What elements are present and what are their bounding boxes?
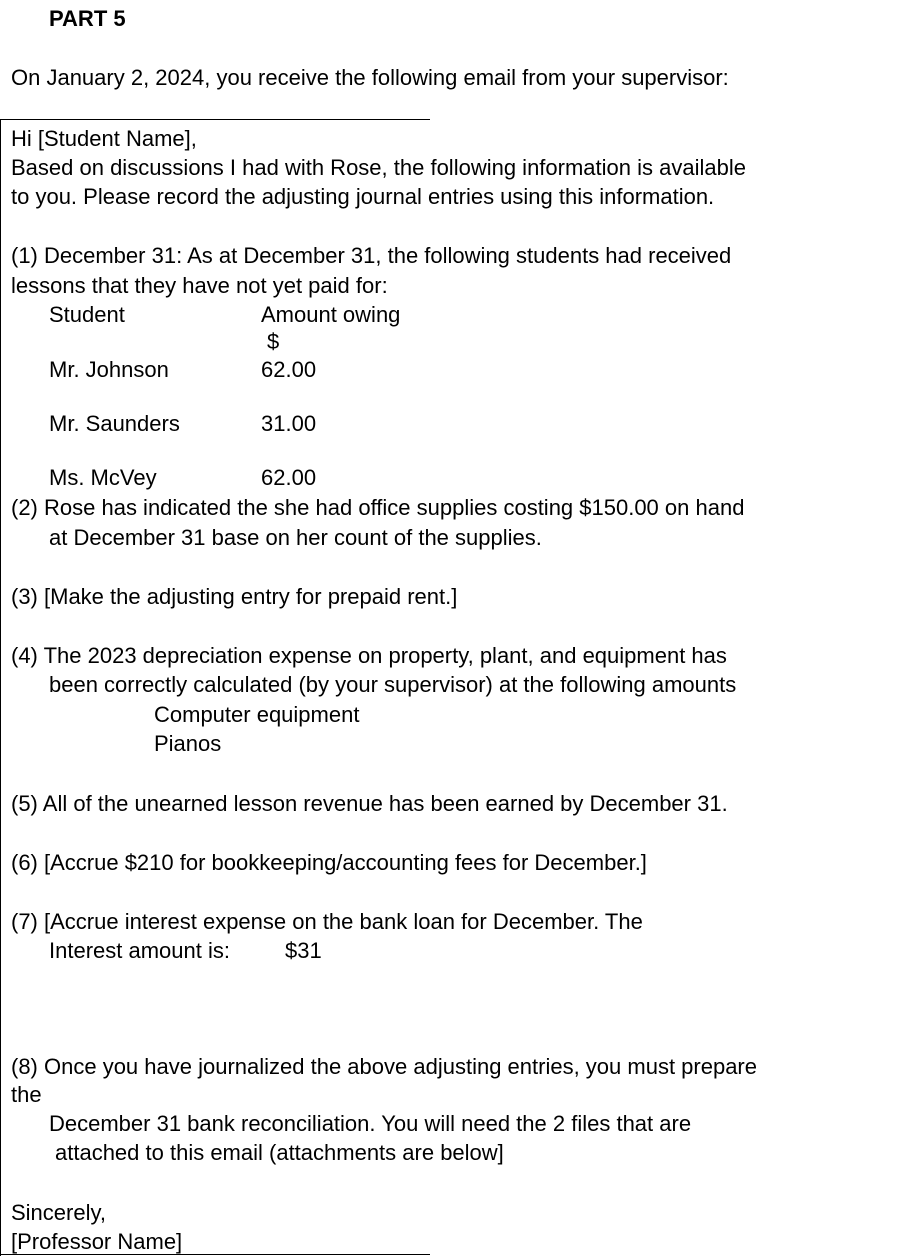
item4-line: (4) The 2023 depreciation expense on property, plant, and equipment has: [11, 643, 727, 668]
item2-line: (2) Rose has indicated the she had office supplies costing $150.00 on hand: [11, 495, 745, 520]
item8-line: December 31 bank reconciliation. You will need the 2 files that are: [49, 1111, 692, 1136]
student-name: Ms. McVey: [49, 465, 157, 490]
interest-value: $31: [285, 938, 322, 963]
email-body-line: to you. Please record the adjusting journal entries using this information.: [11, 184, 715, 209]
amount-column-header: Amount owing: [261, 302, 401, 327]
item5-line: (5) All of the unearned lesson revenue has been earned by December 31.: [11, 791, 728, 816]
item6-line: (6) [Accrue $210 for bookkeeping/accounting fees for December.]: [11, 850, 647, 875]
email-box-top-border: [0, 119, 430, 120]
student-name: Mr. Saunders: [49, 411, 180, 436]
asset-name: Computer equipment: [154, 702, 360, 727]
page-heading: PART 5: [49, 6, 126, 31]
student-amount: 62.00: [261, 465, 317, 490]
item8-line: (8) Once you have journalized the above adjusting entries, you must prepare: [11, 1054, 757, 1079]
item7-line: (7) [Accrue interest expense on the bank loan for December. The: [11, 909, 643, 934]
item8-line: attached to this email (attachments are below]: [55, 1140, 504, 1165]
item2-line: at December 31 base on her count of the supplies.: [49, 525, 542, 550]
student-amount: 31.00: [261, 411, 317, 436]
student-column-header: Student: [49, 302, 125, 327]
item1-line: (1) December 31: As at December 31, the following students had received: [11, 243, 732, 268]
student-amount: 62.00: [261, 357, 317, 382]
student-name: Mr. Johnson: [49, 357, 169, 382]
email-body-line: Based on discussions I had with Rose, the following information is available: [11, 155, 746, 180]
email-greeting: Hi [Student Name],: [11, 126, 197, 151]
asset-name: Pianos: [154, 731, 222, 756]
email-box-left-border: [0, 119, 1, 1256]
interest-label: Interest amount is:: [49, 938, 230, 963]
item1-line: lessons that they have not yet paid for:: [11, 273, 388, 298]
email-signature: [Professor Name]: [11, 1229, 183, 1254]
item4-line: been correctly calculated (by your supervisor) at the following amounts: [49, 672, 737, 697]
email-box-bottom-border: [0, 1254, 430, 1255]
item8-line: the: [11, 1082, 42, 1107]
item3-line: (3) [Make the adjusting entry for prepaid rent.]: [11, 584, 458, 609]
email-closing: Sincerely,: [11, 1200, 106, 1225]
currency-label: $: [267, 329, 280, 354]
intro-text: On January 2, 2024, you receive the following email from your supervisor:: [11, 65, 729, 90]
